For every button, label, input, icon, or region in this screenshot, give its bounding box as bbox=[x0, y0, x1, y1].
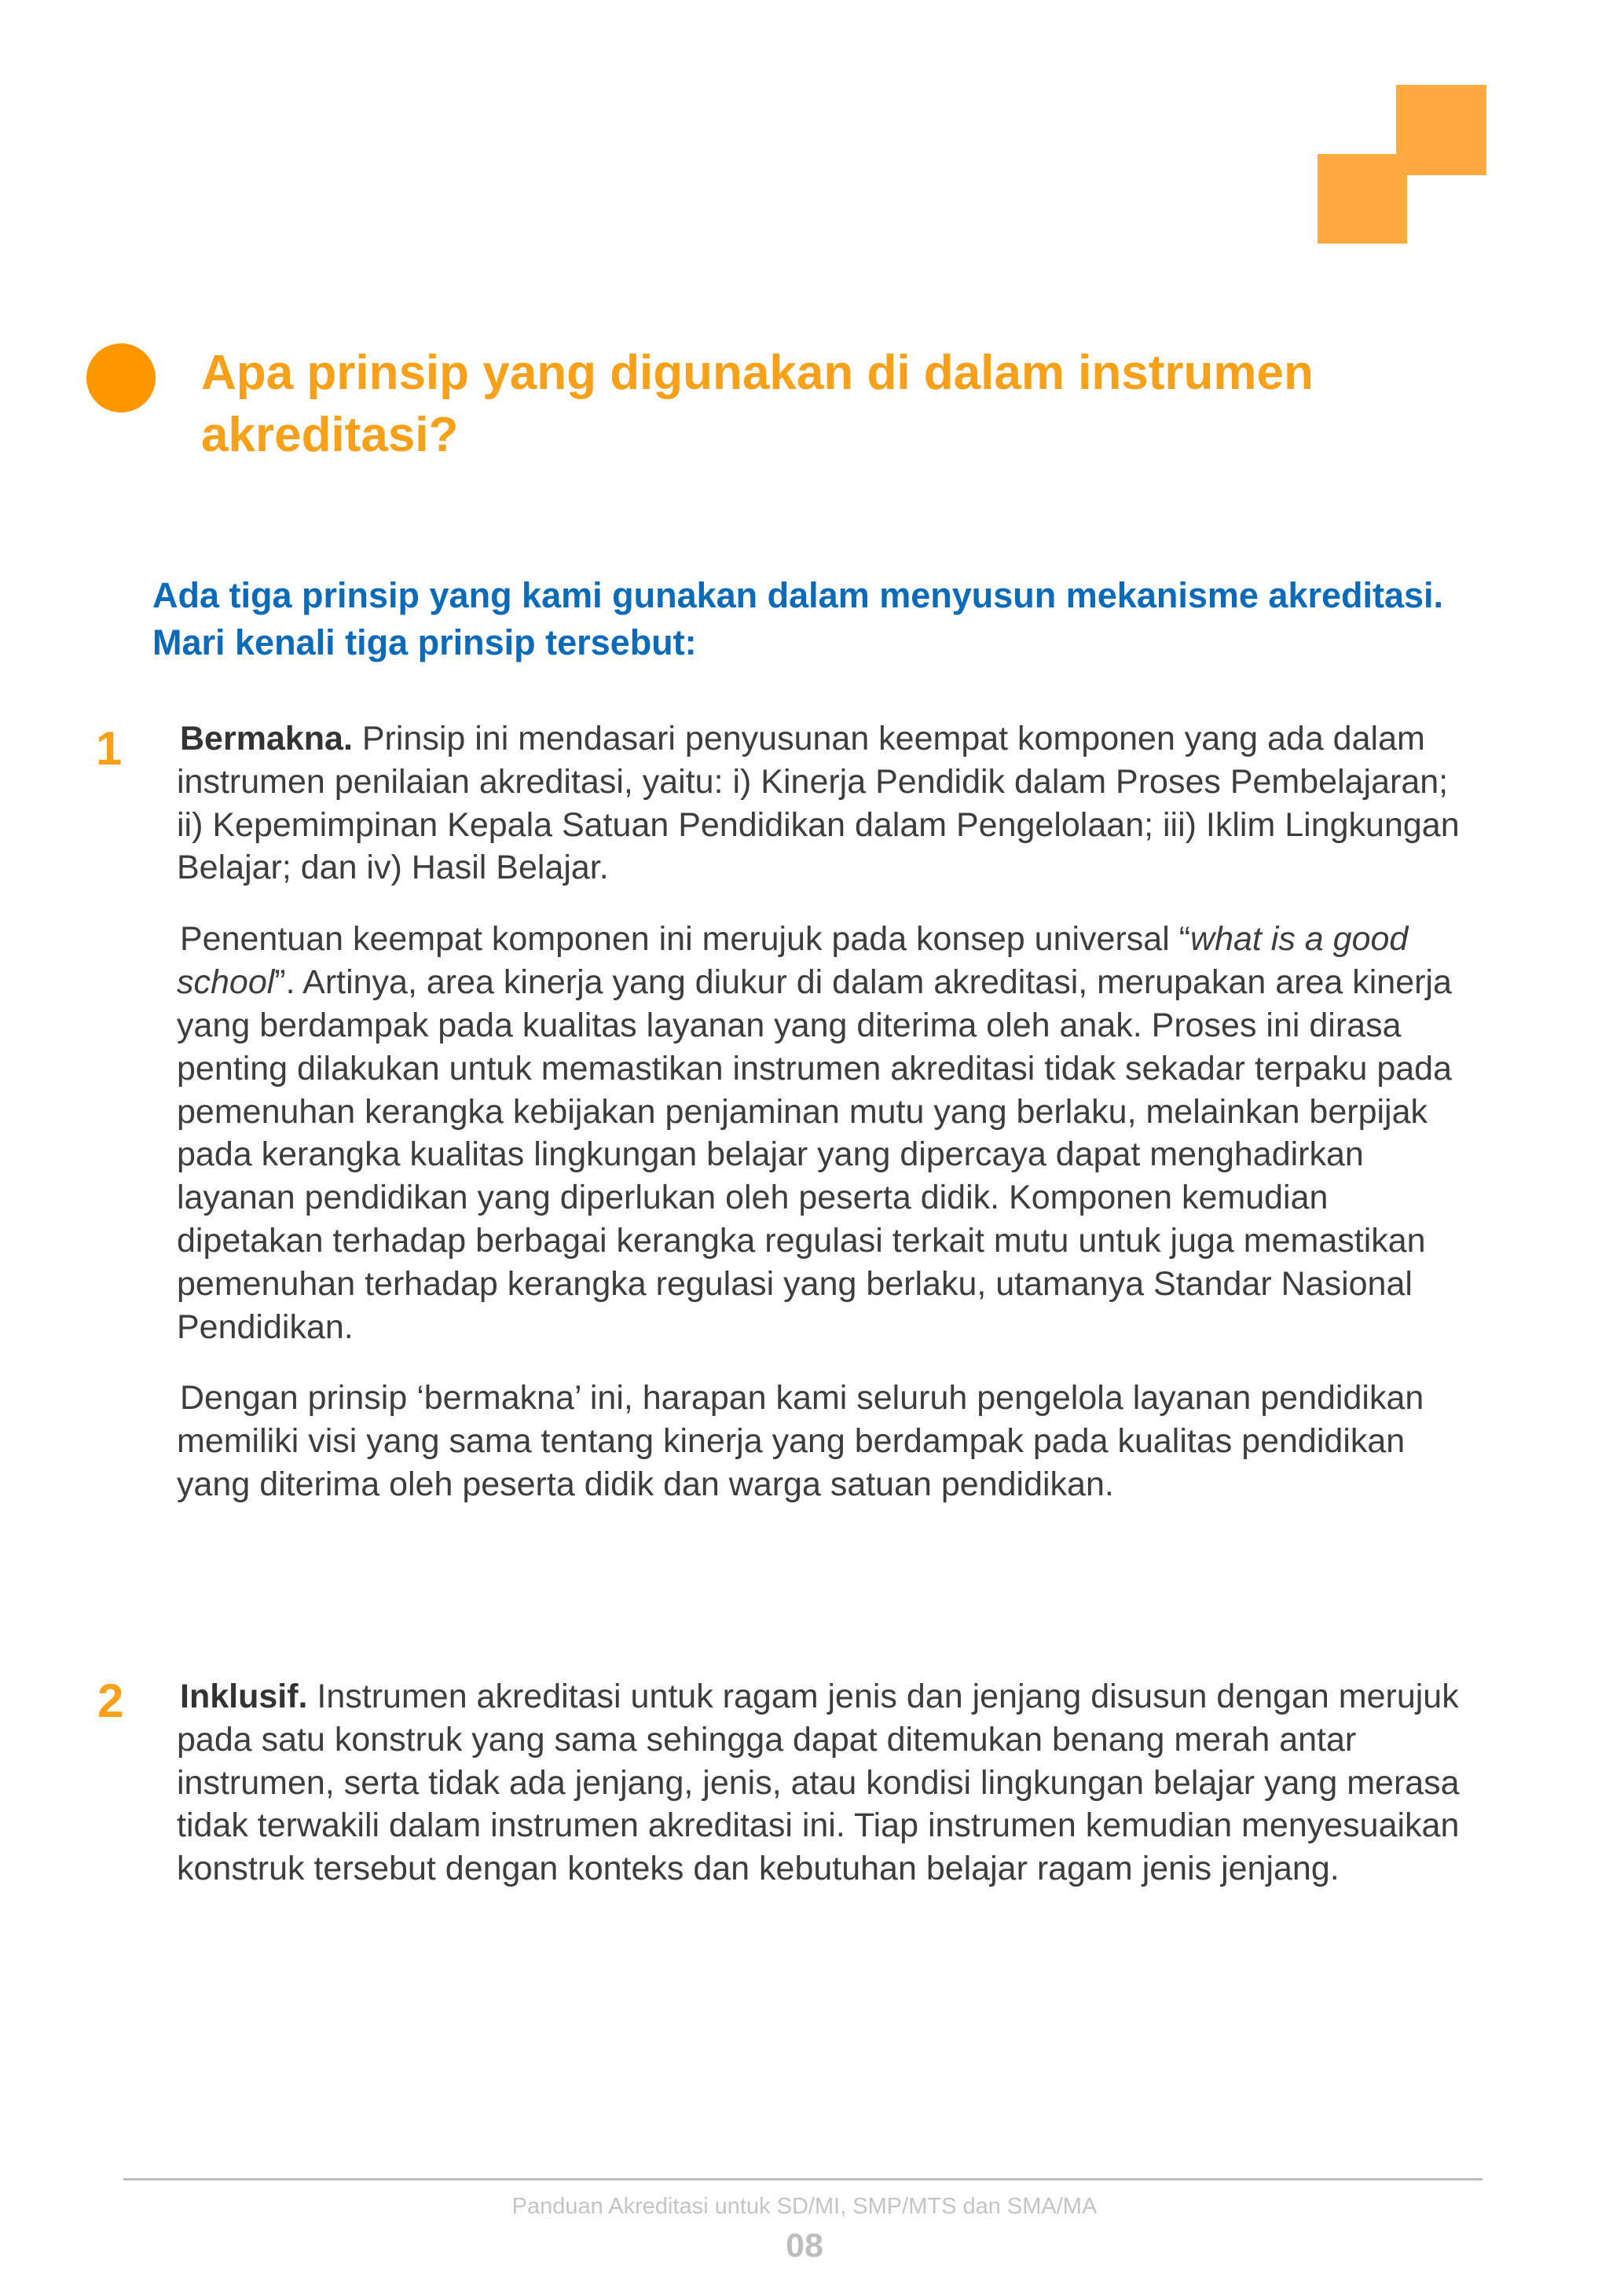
page-number: 08 bbox=[786, 2227, 823, 2265]
item-1-p3: Dengan prinsip ‘bermakna’ ini, harapan kami seluruh pengelola layanan pendidikan memiliki visi yang sama tentang kinerja yang berdampak pada kualitas pendidikan yang diterima oleh peserta didik dan warga satuan pendidikan. bbox=[177, 1379, 1424, 1503]
question-title: Apa prinsip yang digunakan di dalam instrumen akreditasi? bbox=[201, 346, 1314, 462]
item-2-lead: Inklusif. bbox=[180, 1678, 308, 1715]
footer-title: Panduan Akreditasi untuk SD/MI, SMP/MTS dan SMA/MA bbox=[511, 2194, 1098, 2219]
item-1-paragraph-2 bbox=[177, 918, 1473, 1348]
decorative-square-bottom bbox=[1318, 154, 1407, 244]
item-1-lead: Bermakna. bbox=[180, 720, 353, 757]
item-body-2 bbox=[177, 1675, 1473, 1919]
question-bullet-dot bbox=[86, 343, 156, 413]
item-1-paragraph-3 bbox=[177, 1377, 1473, 1506]
item-2-paragraph-1 bbox=[177, 1675, 1473, 1891]
intro-text: Ada tiga prinsip yang kami gunakan dalam menyusun mekanisme akreditasi. Mari kenali tiga prinsip tersebut: bbox=[152, 575, 1444, 662]
decorative-square-top bbox=[1396, 85, 1486, 175]
item-number-2: 2 bbox=[97, 1674, 124, 1727]
item-2-lead-rest: Instrumen akreditasi untuk ragam jenis dan jenjang disusun dengan merujuk pada satu konstruk yang sama sehingga dapat ditemukan benang merah antar instrumen, serta tidak ada jenjang, jenis, atau kondisi lingkungan belajar yang merasa tidak terwakili dalam instrumen akreditasi ini. Tiap instrumen kemudian menyesuaikan konstruk tersebut dengan konteks dan kebutuhan belajar ragam jenis jenjang. bbox=[177, 1678, 1460, 1888]
item-1-paragraph-1 bbox=[177, 717, 1473, 889]
item-1-p2-italic: what is a good school bbox=[177, 920, 1409, 1002]
item-1-p2-before: Penentuan keempat komponen ini merujuk pada konsep universal “ bbox=[180, 920, 1191, 959]
item-1-lead-rest: Prinsip ini mendasari penyusunan keempat komponen yang ada dalam instrumen penilaian akreditasi, yaitu: i) Kinerja Pendidik dalam Proses Pembelajaran; ii) Kepemimpinan Kepala Satuan Pendidikan dalam Pengelolaan; iii) Iklim Lingkungan Belajar; dan iv) Hasil Belajar. bbox=[177, 720, 1460, 887]
item-body-1 bbox=[177, 717, 1473, 1535]
footer-divider bbox=[123, 2178, 1483, 2180]
item-1-p2-after: ”. Artinya, area kinerja yang diukur di dalam akreditasi, merupakan area kinerja yang berdampak pada kualitas layanan yang diterima oleh anak. Proses ini dirasa penting dilakukan untuk memastikan instrumen akreditasi tidak sekadar terpaku pada pemenuhan kerangka kebijakan penjaminan mutu yang berlaku, melainkan berpijak pada kerangka kualitas lingkungan belajar yang dipercaya dapat menghadirkan layanan pendidikan yang diperlukan oleh peserta didik. Komponen kemudian dipetakan terhadap berbagai kerangka regulasi terkait mutu untuk juga memastikan pemenuhan terhadap kerangka regulasi yang berlaku, utamanya Standar Nasional Pendidikan. bbox=[177, 963, 1452, 1346]
item-number-1: 1 bbox=[96, 722, 123, 775]
